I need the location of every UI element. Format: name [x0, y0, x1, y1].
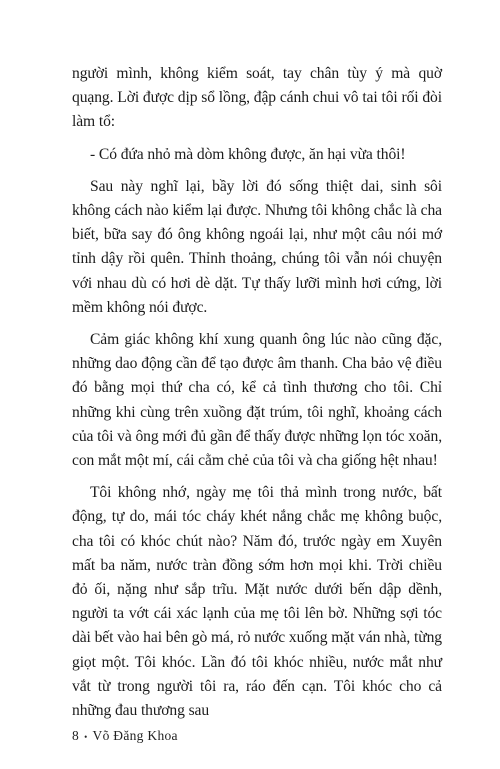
paragraph-1: người mình, không kiểm soát, tay chân tùy ý mà quờ quạng. Lời được dịp sổ lồng, đập cánh chui vô tai tôi rối đòi làm tổ:: [72, 65, 442, 131]
page-number: 8: [72, 728, 80, 743]
page-footer: [72, 728, 178, 744]
paragraph-4: Tôi không nhớ, ngày mẹ tôi thả mình trong nước, bất động, tự do, mái tóc cháy khét nắng chắc mẹ không buộc, cha tôi có khóc chút nào? Năm đó, trước ngày em Xuyên mất ba năm, nước tràn đồng sớm hơn mọi khi. Trời chiều đỏ ối, nặng như sắp trĩu. Mặt nước dưới bến dập dềnh, người ta vớt cái xác lạnh của mẹ tôi lên bờ. Những sợi tóc dài bết vào hai bên gò má, rỏ nước xuống mặt ván nhà, từng giọt một. Tôi khóc. Lần đó tôi khóc nhiều, nước mắt như vắt từ trong người tôi ra, ráo đến cạn. Tôi khóc cho cả những đau thương sau: [72, 484, 442, 720]
author-name: Võ Đăng Khoa: [92, 728, 178, 743]
footer-separator: •: [84, 731, 88, 742]
paragraph-dialogue: - Có đứa nhỏ mà dòm không được, ăn hại vừa thôi!: [90, 145, 406, 163]
paragraph-3: Cảm giác không khí xung quanh ông lúc nào cũng đặc, những dao động cần để tạo được âm thanh. Cha bảo vệ điều đó bằng mọi thứ cha có, kể cả tình thương cho tôi. Chỉ những khi cùng trên xuồng đặt trúm, tôi nghĩ, khoảng cách của tôi và ông mới đủ gần để thấy được những lọn tóc xoăn, con mắt một mí, cái cằm chẻ của tôi và cha giống hệt nhau!: [72, 331, 442, 470]
paragraph-2: Sau này nghĩ lại, bầy lời đó sống thiệt dai, sinh sôi không cách nào kiểm lại được. Nhưng tôi không chắc là cha biết, bữa say đó ông không ngoái lại, như một câu nói mớ tỉnh dậy rồi quên. Thỉnh thoảng, chúng tôi vẫn nói chuyện với nhau dù có hơi dè dặt. Tự thấy lưỡi mình hơi cứng, lời mềm không nói được.: [72, 177, 442, 316]
page-body: [72, 62, 442, 731]
